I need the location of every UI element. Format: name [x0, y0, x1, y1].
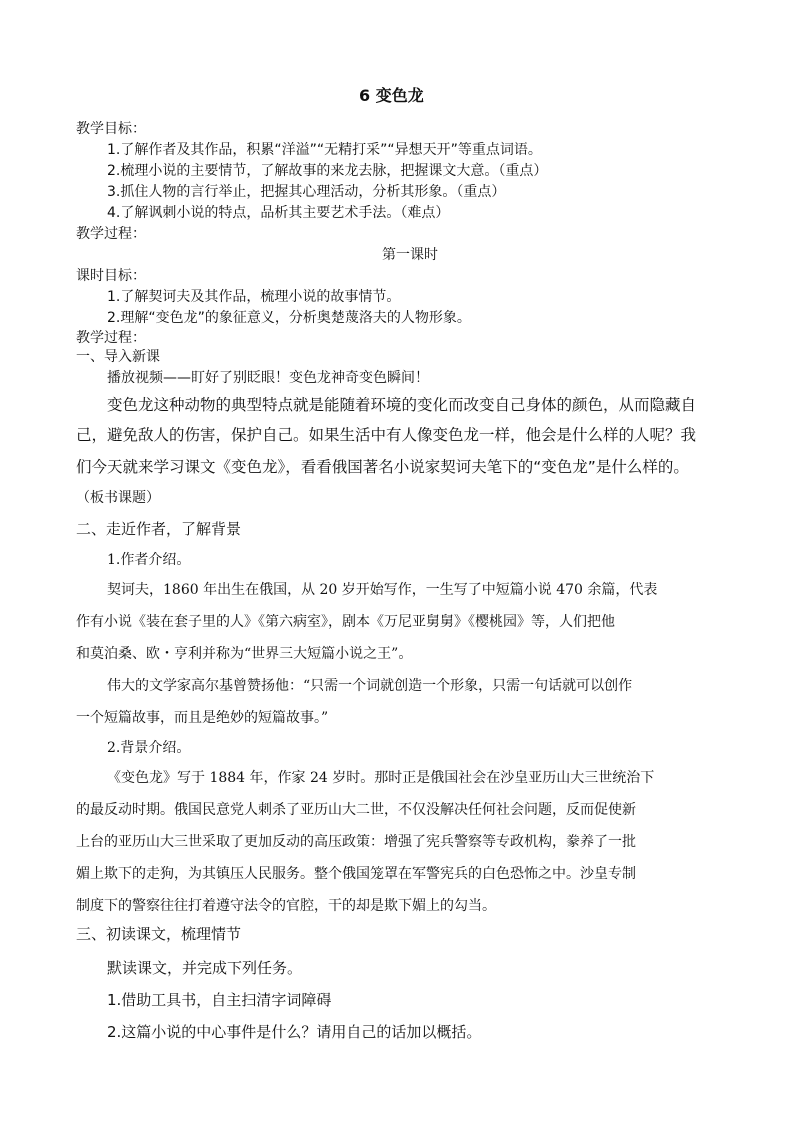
- goal-item: 2.梳理小说的主要情节，了解故事的来龙去脉，把握课文大意。（重点）: [107, 163, 548, 179]
- paragraph-line: 和莫泊桑、欧・亨利并称为“世界三大短篇小说之王”。: [76, 646, 413, 662]
- section-heading: 三、初读课文，梳理情节: [76, 925, 242, 943]
- paragraph-line: 一个短篇故事，而且是绝妙的短篇故事。”: [76, 710, 329, 726]
- goal-item: 3.抓住人物的言行举止，把握其心理活动，分析其形象。（重点）: [107, 184, 506, 200]
- paragraph-line: 变色龙这种动物的典型特点就是能随着环境的变化而改变自己身体的颜色，从而隐藏自: [107, 396, 697, 414]
- task-item: 2.这篇小说的中心事件是什么？请用自己的话加以概括。: [107, 1023, 482, 1041]
- instruction-line: 默读课文，并完成下列任务。: [107, 959, 303, 977]
- task-item: 1.借助工具书，自主扫清字词障碍: [107, 991, 332, 1009]
- goal-item: 4.了解讽刺小说的特点，品析其主要艺术手法。（难点）: [107, 205, 450, 221]
- process-heading: 教学过程：: [76, 226, 146, 242]
- lesson-goal-item: 1.了解契诃夫及其作品，梳理小说的故事情节。: [107, 289, 401, 305]
- goals-heading: 教学目标：: [76, 121, 146, 137]
- page-title: 6 变色龙: [359, 86, 424, 105]
- paragraph-line: 的最反动时期。俄国民意党人刺杀了亚历山大二世，不仅没解决任何社会问题，反而促使新: [76, 802, 636, 818]
- board-note: （板书课题）: [76, 490, 160, 506]
- paragraph-line: 伟大的文学家高尔基曾赞扬他：“只需一个词就创造一个形象，只需一句话就可以创作: [107, 678, 633, 694]
- paragraph-line: 们今天就来学习课文《变色龙》，看看俄国著名小说家契诃夫笔下的“变色龙”是什么样的。: [76, 458, 689, 476]
- lesson-goal-item: 2.理解“变色龙”的象征意义，分析奥楚蔑洛夫的人物形象。: [107, 310, 471, 326]
- sub-heading: 1.作者介绍。: [107, 552, 191, 568]
- paragraph-line: 契诃夫，1860 年出生在俄国，从 20 岁开始写作，一生写了中短篇小说 470 余篇，代表: [107, 582, 658, 598]
- process-heading: 教学过程：: [76, 330, 146, 346]
- paragraph-line: 制度下的警察往往打着遵守法令的官腔，干的却是欺下媚上的勾当。: [76, 898, 496, 914]
- lesson-label: 第一课时: [382, 247, 438, 263]
- video-line: 播放视频——盯好了别眨眼！变色龙神奇变色瞬间！: [107, 370, 429, 386]
- goal-item: 1.了解作者及其作品，积累“洋溢”“无精打采”“异想天开”等重点词语。: [107, 142, 542, 158]
- section-heading: 一、导入新课: [76, 349, 160, 365]
- section-heading: 二、走近作者，了解背景: [76, 520, 242, 538]
- lesson-goals-heading: 课时目标：: [76, 268, 146, 284]
- paragraph-line: 媚上欺下的走狗，为其镇压人民服务。整个俄国笼罩在军警宪兵的白色恐怖之中。沙皇专制: [76, 866, 636, 882]
- paragraph-line: 己，避免敌人的伤害，保护自己。如果生活中有人像变色龙一样，他会是什么样的人呢？我: [76, 426, 697, 444]
- paragraph-line: 上台的亚历山大三世采取了更加反动的高压政策：增强了宪兵警察等专政机构，豢养了一批: [76, 834, 636, 850]
- paragraph-line: 《变色龙》写于 1884 年，作家 24 岁时。那时正是俄国社会在沙皇亚历山大三世统治下: [107, 770, 655, 786]
- sub-heading: 2.背景介绍。: [107, 740, 191, 756]
- paragraph-line: 作有小说《装在套子里的人》《第六病室》，剧本《万尼亚舅舅》《樱桃园》等，人们把他: [76, 614, 615, 630]
